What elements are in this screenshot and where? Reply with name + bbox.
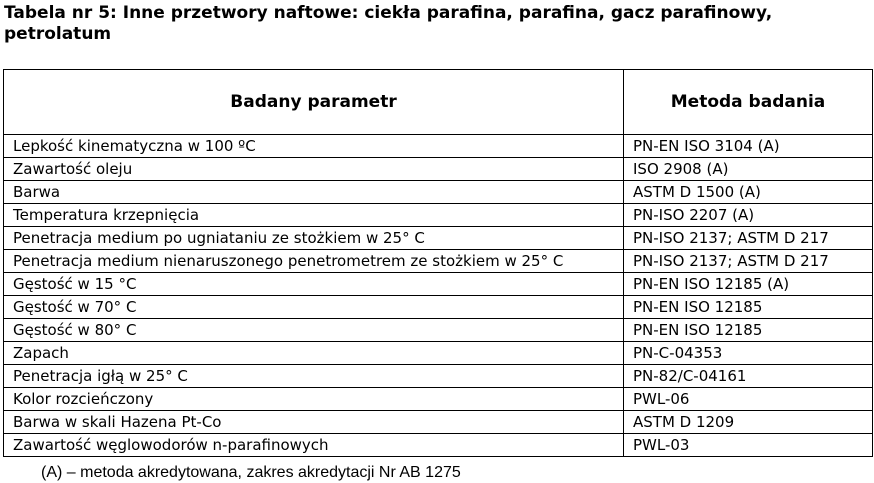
parameter-cell: Zawartość węglowodorów n-parafinowych bbox=[4, 434, 624, 457]
parameter-cell: Lepkość kinematyczna w 100 ºC bbox=[4, 135, 624, 158]
table-row bbox=[4, 319, 873, 342]
parameter-cell: Zapach bbox=[4, 342, 624, 365]
table-header-row bbox=[4, 70, 873, 135]
method-cell: ASTM D 1209 bbox=[624, 411, 873, 434]
method-cell: PWL-06 bbox=[624, 388, 873, 411]
table-row bbox=[4, 227, 873, 250]
method-cell: PN-ISO 2207 (A) bbox=[624, 204, 873, 227]
parameter-cell: Gęstość w 70° C bbox=[4, 296, 624, 319]
parameter-cell: Zawartość oleju bbox=[4, 158, 624, 181]
table-row bbox=[4, 250, 873, 273]
parameter-cell: Gęstość w 15 °C bbox=[4, 273, 624, 296]
method-cell: PN-EN ISO 12185 (A) bbox=[624, 273, 873, 296]
method-cell: PN-EN ISO 12185 bbox=[624, 296, 873, 319]
parameter-cell: Penetracja igłą w 25° C bbox=[4, 365, 624, 388]
header-method: Metoda badania bbox=[624, 70, 873, 135]
table-row bbox=[4, 158, 873, 181]
table-row bbox=[4, 365, 873, 388]
method-cell: ISO 2908 (A) bbox=[624, 158, 873, 181]
table-row bbox=[4, 411, 873, 434]
method-cell: PN-ISO 2137; ASTM D 217 bbox=[624, 250, 873, 273]
table-row bbox=[4, 434, 873, 457]
table-row bbox=[4, 204, 873, 227]
method-cell: PWL-03 bbox=[624, 434, 873, 457]
method-cell: PN-82/C-04161 bbox=[624, 365, 873, 388]
parameter-cell: Temperatura krzepnięcia bbox=[4, 204, 624, 227]
method-cell: PN-EN ISO 12185 bbox=[624, 319, 873, 342]
table-row bbox=[4, 296, 873, 319]
parameter-cell: Barwa w skali Hazena Pt-Co bbox=[4, 411, 624, 434]
parameter-cell: Kolor rozcieńczony bbox=[4, 388, 624, 411]
header-parameter: Badany parametr bbox=[4, 70, 624, 135]
methods-table bbox=[3, 69, 873, 457]
parameter-cell: Penetracja medium po ugniataniu ze stożkiem w 25° C bbox=[4, 227, 624, 250]
table-body bbox=[4, 135, 873, 457]
method-cell: ASTM D 1500 (A) bbox=[624, 181, 873, 204]
table-row bbox=[4, 342, 873, 365]
table-row bbox=[4, 135, 873, 158]
table-row bbox=[4, 181, 873, 204]
parameter-cell: Gęstość w 80° C bbox=[4, 319, 624, 342]
table-caption: Tabela nr 5: Inne przetwory naftowe: ciekła parafina, parafina, gacz parafinowy, petrolatum bbox=[4, 3, 773, 44]
method-cell: PN-EN ISO 3104 (A) bbox=[624, 135, 873, 158]
parameter-cell: Penetracja medium nienaruszonego penetrometrem ze stożkiem w 25° C bbox=[4, 250, 624, 273]
table-row bbox=[4, 273, 873, 296]
method-cell: PN-C-04353 bbox=[624, 342, 873, 365]
method-cell: PN-ISO 2137; ASTM D 217 bbox=[624, 227, 873, 250]
parameter-cell: Barwa bbox=[4, 181, 624, 204]
table-row bbox=[4, 388, 873, 411]
accreditation-footnote: (A) – metoda akredytowana, zakres akredytacji Nr AB 1275 bbox=[41, 464, 461, 481]
